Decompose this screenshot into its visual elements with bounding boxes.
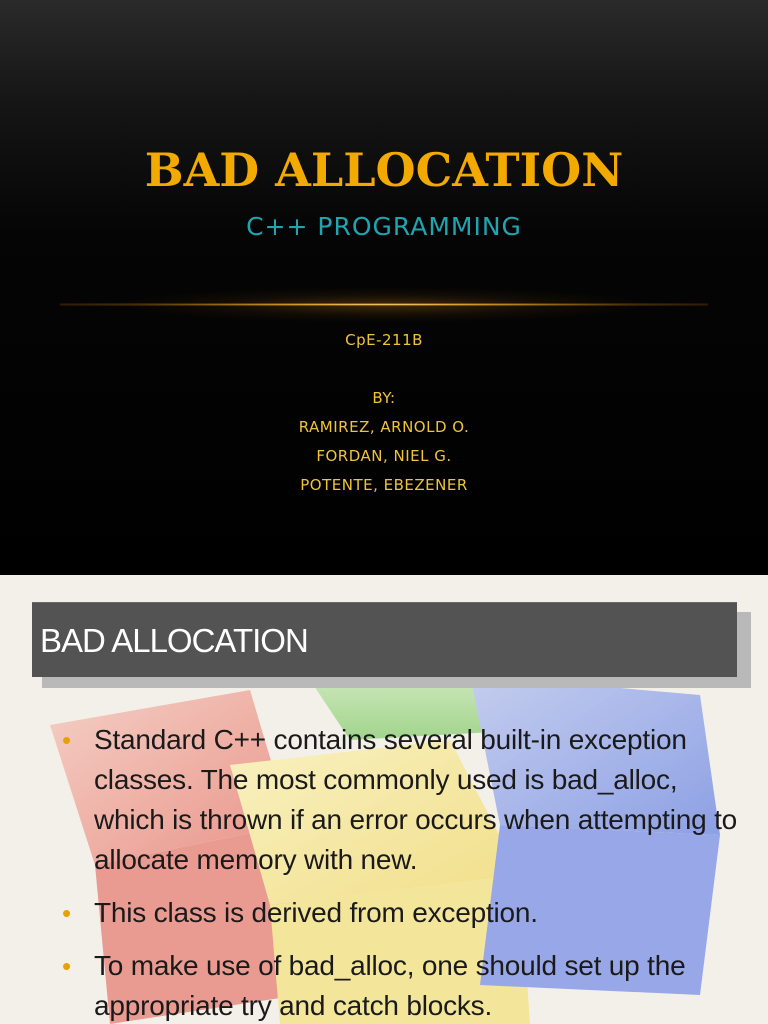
slide-subtitle: C++ PROGRAMMING xyxy=(246,212,522,241)
section-code: CpE-211B xyxy=(345,331,423,349)
list-item xyxy=(62,946,752,1024)
content-title: BAD ALLOCATION xyxy=(40,622,308,659)
bullet-dot-icon: • xyxy=(62,898,71,928)
author-name: FORDAN, NIEL G. xyxy=(316,447,452,465)
glow-divider xyxy=(60,303,708,306)
bullet-text: To make use of bad_alloc, one should set up the appropriate try and catch blocks. xyxy=(94,950,686,1021)
list-item xyxy=(62,893,752,933)
slide-title: BAD ALLOCATION xyxy=(144,143,624,197)
bullet-text: Standard C++ contains several built-in exception classes. The most commonly used is bad_alloc, which is thrown if an error occurs when attempting to allocate memory with new. xyxy=(94,724,738,875)
bullet-list xyxy=(62,720,752,1024)
author-name: POTENTE, EBEZENER xyxy=(300,476,468,494)
list-item xyxy=(62,720,752,880)
content-slide xyxy=(0,575,768,1024)
bullet-dot-icon: • xyxy=(62,725,71,755)
author-name: RAMIREZ, ARNOLD O. xyxy=(298,418,470,436)
bullet-dot-icon: • xyxy=(62,951,71,981)
bullet-text: This class is derived from exception. xyxy=(94,897,538,928)
by-label: BY: xyxy=(372,389,396,407)
